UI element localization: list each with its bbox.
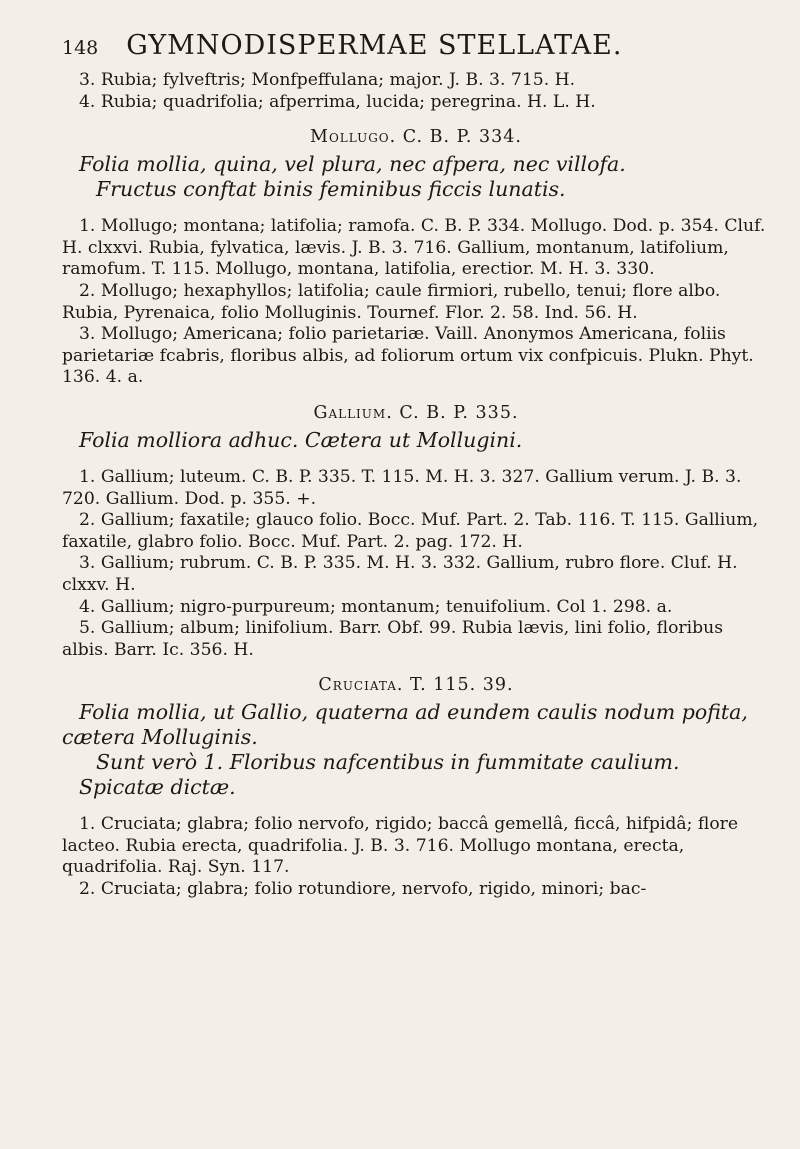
species-entry: 4. Gallium; nigro-purpureum; montanum; tenuifolium. Col 1. 298. a.: [79, 596, 673, 617]
species-entry: 1. Cruciata; glabra; folio nervofo, rigido; baccâ gemellâ, ficcâ, hifpidâ; flore lacteo. Rubia erecta, quadrifolia. J. B. 3. 716. Mollugo montana, erecta, quadrifolia. Raj. Syn. 117.: [62, 814, 739, 878]
section-cruciata: [62, 675, 770, 900]
species-entry: 2. Cruciata; glabra; folio rotundiore, nervofo, rigido, minori; bac-: [79, 879, 647, 900]
description-line: Sunt verò 1. Floribus nafcentibus in fummitate caulium. Spicatæ dictæ.: [79, 750, 680, 800]
species-entry: 1. Gallium; luteum. C. B. P. 335. T. 115. M. H. 3. 327. Gallium verum. J. B. 3. 720. Gallium. Dod. p. 355. +.: [62, 466, 742, 509]
section-heading: Cruciata. T. 115. 39.: [318, 675, 514, 696]
description-line: Folia molliora adhuc. Cætera ut Mollugini.: [79, 427, 523, 452]
species-entry: 2. Mollugo; hexaphyllos; latifolia; caule firmiori, rubello, tenui; flore albo. Rubia, Pyrenaica, folio Molluginis. Tournef. Flor. 2. 58. Ind. 56. H.: [62, 280, 721, 323]
intro-entry: 4. Rubia; quadrifolia; afperrima, lucida; peregrina. H. L. H.: [79, 91, 596, 112]
species-entry: 5. Gallium; album; linifolium. Barr. Obf. 99. Rubia lævis, lini folio, floribus albis. Barr. Ic. 356. H.: [62, 618, 724, 660]
genus-description: [62, 700, 770, 800]
section-heading: Mollugo. C. B. P. 334.: [310, 127, 522, 148]
intro-entry: 3. Rubia; fylveftris; Monfpeffulana; major. J. B. 3. 715. H.: [79, 70, 576, 90]
species-entry: 3. Mollugo; Americana; folio parietariæ. Vaill. Anonymos Americana, foliis parietariæ fcabris, floribus albis, ad foliorum ortum vix confpicuis. Plukn. Phyt. 136. 4. a.: [62, 324, 754, 388]
species-entry: 1. Mollugo; montana; latifolia; ramofa. C. B. P. 334. Mollugo. Dod. p. 354. Cluf. H. clxxvi. Rubia, fylvatica, lævis. J. B. 3. 716. Gallium, montanum, latifolium, ramofum. T. 115. Mollugo, montana, latifolia, erectior. M. H. 3. 330.: [62, 216, 766, 280]
page-number: 148: [62, 37, 99, 59]
species-entry: 2. Gallium; faxatile; glauco folio. Bocc. Muf. Part. 2. Tab. 116. T. 115. Gallium, faxatile, glabro folio. Bocc. Muf. Part. 2. pag. 172. H.: [62, 510, 759, 552]
description-line: Folia mollia, quina, vel plura, nec afpera, nec villofa.: [79, 152, 626, 177]
section-heading: Gallium. C. B. P. 335.: [313, 402, 519, 423]
species-entry: 3. Gallium; rubrum. C. B. P. 335. M. H. 3. 332. Gallium, rubro flore. Cluf. H. clxxv. H.: [62, 553, 738, 595]
running-head: [62, 30, 770, 70]
section-gallium: [62, 403, 770, 661]
genus-description: [62, 152, 770, 202]
description-line: Folia mollia, ut Gallio, quaterna ad eundem caulis nodum pofita, cætera Molluginis.: [62, 700, 748, 750]
genus-description: [62, 428, 770, 453]
description-line: Fructus conftat binis feminibus ficcis lunatis.: [96, 177, 566, 202]
intro-entries: [62, 70, 770, 113]
section-mollugo: [62, 127, 770, 389]
running-title: GYMNODISPERMAE STELLATAE.: [126, 30, 623, 61]
